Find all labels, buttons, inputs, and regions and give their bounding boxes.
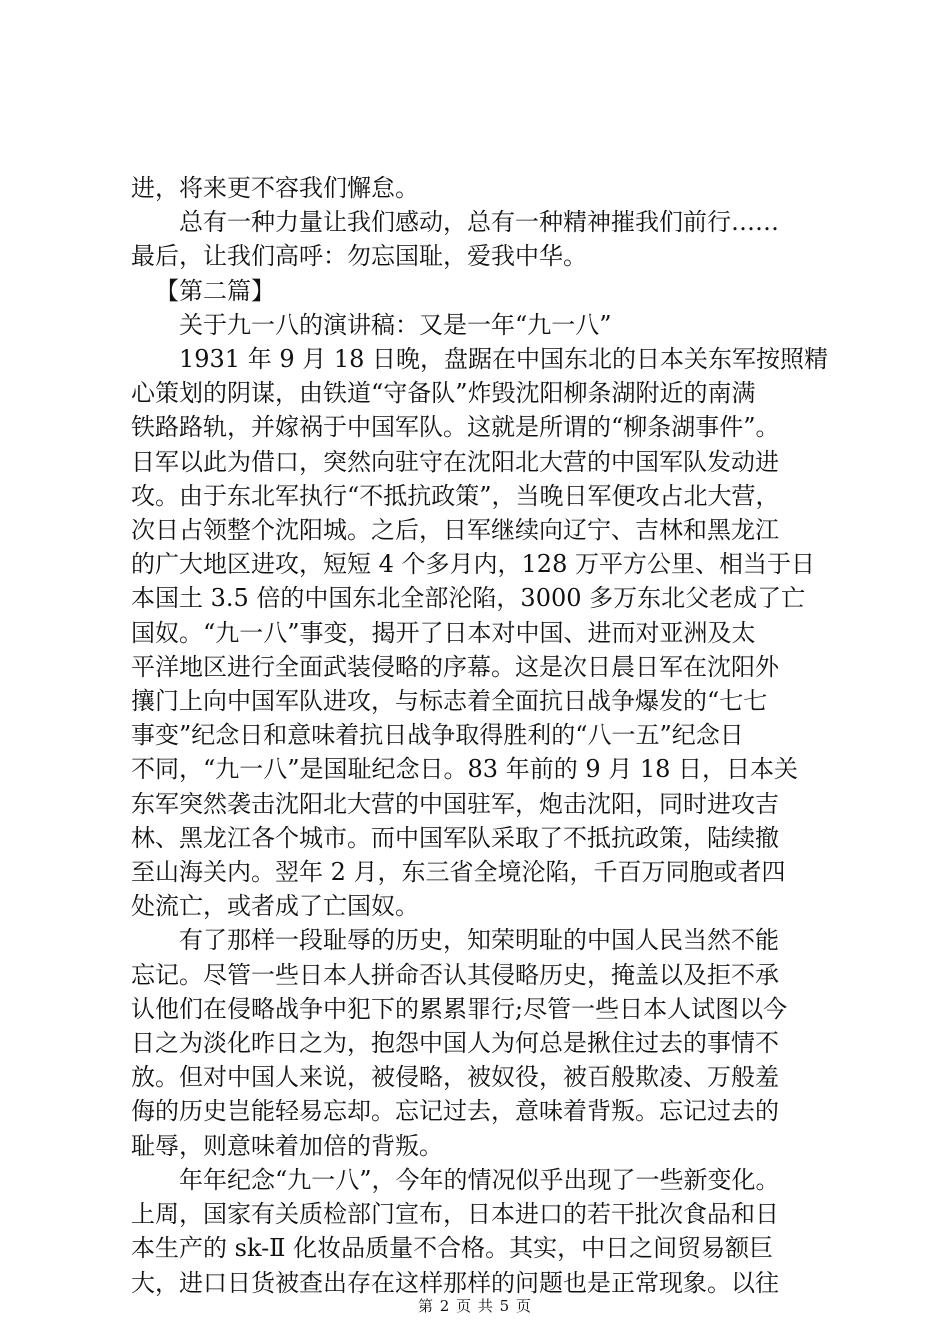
text-line: 放。但对中国人来说，被侵略，被奴役，被百般欺凌、万般羞 (131, 1063, 779, 1092)
text-line: 总有一种力量让我们感动，总有一种精神摧我们前行…… (179, 208, 779, 237)
text-line: 的广大地区进攻，短短 4 个多月内，128 万平方公里、相当于日 (131, 550, 815, 579)
text-line: 东军突然袭击沈阳北大营的中国驻军，炮击沈阳，同时进攻吉 (131, 789, 779, 818)
text-line: 有了那样一段耻辱的历史，知荣明耻的中国人民当然不能 (179, 926, 779, 955)
text-line: 侮的历史岂能轻易忘却。忘记过去，意味着背叛。忘记过去的 (131, 1097, 779, 1126)
text-line: 事变”纪念日和意味着抗日战争取得胜利的“八一五”纪念日 (131, 721, 744, 750)
text-line: 林、黑龙江各个城市。而中国军队采取了不抵抗政策，陆续撤 (131, 823, 779, 852)
text-line: 上周，国家有关质检部门宣布，日本进口的若干批次食品和日 (131, 1200, 779, 1229)
text-line: 攻。由于东北军执行“不抵抗政策”，当晚日军便攻占北大营， (131, 481, 780, 510)
text-line: 次日占领整个沈阳城。之后，日军继续向辽宁、吉林和黑龙江 (131, 516, 779, 545)
page-number-footer: 第 2 页 共 5 页 (418, 1297, 532, 1315)
text-line: 本生产的 sk-Ⅱ 化妆品质量不合格。其实，中日之间贸易额巨 (131, 1234, 774, 1263)
text-line: 攘门上向中国军队进攻，与标志着全面抗日战争爆发的“七七 (131, 687, 768, 716)
speech-title: 关于九一八的演讲稿：又是一年“九一八” (179, 310, 612, 339)
text-line: 最后，让我们高呼：勿忘国耻，爱我中华。 (131, 242, 587, 271)
text-line: 平洋地区进行全面武装侵略的序幕。这是次日晨日军在沈阳外 (131, 652, 779, 681)
text-line: 大，进口日货被查出存在这样那样的问题也是正常现象。以往 (131, 1268, 779, 1297)
text-line: 进，将来更不容我们懈怠。 (131, 174, 419, 202)
section-heading: 【第二篇】 (155, 276, 275, 305)
text-line: 处流亡，或者成了亡国奴。 (131, 892, 419, 921)
document-body (131, 171, 851, 1300)
text-line: 耻辱，则意味着加倍的背叛。 (131, 1131, 443, 1160)
text-line: 忘记。尽管一些日本人拼命否认其侵略历史，掩盖以及拒不承 (131, 960, 779, 989)
text-line: 不同，“九一八”是国耻纪念日。83 年前的 9 月 18 日，日本关 (131, 755, 799, 784)
text-line: 国奴。“九一八”事变，揭开了日本对中国、进而对亚洲及太 (131, 618, 756, 647)
text-line: 1931 年 9 月 18 日晚，盘踞在中国东北的日本关东军按照精 (179, 345, 829, 374)
text-line: 铁路路轨，并嫁祸于中国军队。这就是所谓的“柳条湖事件”。 (131, 413, 780, 442)
text-line: 本国土 3.5 倍的中国东北全部沦陷，3000 多万东北父老成了亡 (131, 584, 806, 613)
text-line: 日之为淡化昨日之为，抱怨中国人为何总是揪住过去的事情不 (131, 1029, 779, 1058)
text-line: 认他们在侵略战争中犯下的累累罪行;尽管一些日本人试图以今 (131, 994, 788, 1023)
text-line: 年年纪念“九一八”，今年的情况似乎出现了一些新变化。 (179, 1165, 780, 1194)
text-line: 心策划的阴谋，由铁道“守备队”炸毁沈阳柳条湖附近的南满 (131, 379, 756, 408)
text-line: 至山海关内。翌年 2 月，东三省全境沦陷，千百万同胞或者四 (131, 858, 786, 887)
text-line: 日军以此为借口，突然向驻守在沈阳北大营的中国军队发动进 (131, 447, 779, 476)
